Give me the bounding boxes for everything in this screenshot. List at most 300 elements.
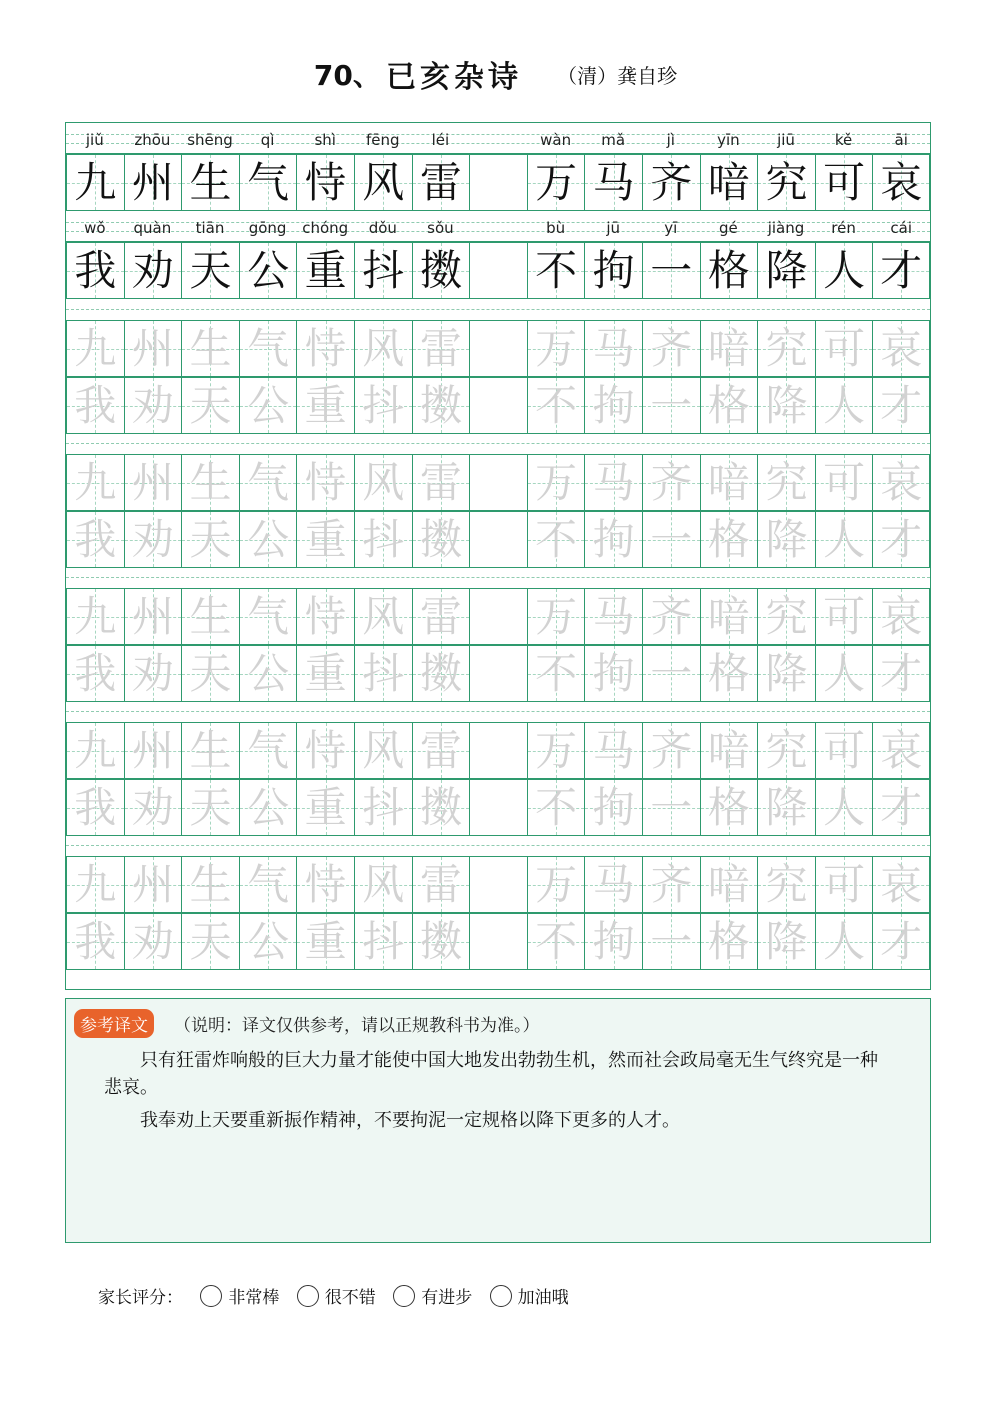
char-cell[interactable] (700, 454, 758, 511)
model-char: 风 (362, 158, 405, 207)
char-cell[interactable] (124, 588, 182, 645)
char-cell[interactable] (66, 242, 124, 299)
trace-char: 九 (74, 324, 117, 373)
row-gap (66, 836, 930, 856)
char-cell[interactable] (527, 588, 585, 645)
trace-char: 马 (592, 860, 635, 909)
translation-badge: 参考译文 (74, 1009, 154, 1038)
char-cell[interactable] (412, 454, 470, 511)
pinyin-label: gé (719, 219, 738, 237)
char-cell[interactable] (412, 913, 470, 970)
trace-char: 究 (765, 592, 808, 641)
rating-option-3-circle[interactable] (393, 1285, 415, 1307)
char-cell[interactable] (584, 320, 642, 377)
char-cell[interactable] (469, 377, 527, 434)
char-cell[interactable] (66, 377, 124, 434)
model-char: 不 (535, 246, 578, 295)
char-cell[interactable] (296, 377, 354, 434)
char-cell[interactable] (66, 320, 124, 377)
char-cell[interactable] (815, 454, 873, 511)
trace-char: 人 (823, 783, 866, 832)
char-cell[interactable] (239, 454, 297, 511)
char-cell[interactable] (239, 645, 297, 702)
char-cell[interactable] (239, 511, 297, 568)
pinyin-label: dǒu (368, 219, 397, 237)
char-cell[interactable] (642, 320, 700, 377)
model-char: 抖 (362, 246, 405, 295)
trace-char: 九 (74, 592, 117, 641)
trace-char: 齐 (650, 458, 693, 507)
model-char: 气 (247, 158, 290, 207)
trace-char: 生 (189, 726, 232, 775)
trace-char: 气 (247, 726, 290, 775)
trace-char: 格 (707, 783, 750, 832)
char-cell[interactable] (815, 856, 873, 913)
char-cell[interactable] (527, 454, 585, 511)
char-cell[interactable] (66, 856, 124, 913)
char-cell[interactable] (642, 154, 700, 211)
char-cell[interactable] (757, 588, 815, 645)
char-cell[interactable] (296, 779, 354, 836)
char-cell[interactable] (642, 588, 700, 645)
trace-char: 才 (880, 783, 923, 832)
char-cell[interactable] (700, 377, 758, 434)
char-cell[interactable] (469, 154, 527, 211)
pinyin-label: fēng (366, 131, 400, 149)
trace-char: 可 (823, 860, 866, 909)
char-cell[interactable] (181, 320, 239, 377)
char-cell[interactable] (181, 645, 239, 702)
char-cell[interactable] (296, 242, 354, 299)
char-cell[interactable] (584, 154, 642, 211)
char-cell[interactable] (642, 454, 700, 511)
char-cell[interactable] (872, 722, 930, 779)
model-char: 可 (823, 158, 866, 207)
trace-char: 州 (131, 592, 174, 641)
trace-char: 雷 (419, 726, 462, 775)
pinyin-label: jì (666, 131, 675, 149)
char-cell[interactable] (757, 779, 815, 836)
trace-char: 州 (131, 324, 174, 373)
trace-row (66, 722, 930, 779)
char-cell[interactable] (700, 856, 758, 913)
trace-char: 雷 (419, 592, 462, 641)
char-cell[interactable] (181, 779, 239, 836)
trace-char: 一 (650, 649, 693, 698)
char-cell[interactable] (239, 154, 297, 211)
char-cell[interactable] (66, 913, 124, 970)
model-char: 劝 (131, 246, 174, 295)
char-cell[interactable] (757, 454, 815, 511)
trace-char: 擞 (419, 515, 462, 564)
char-cell[interactable] (700, 722, 758, 779)
char-cell[interactable] (412, 722, 470, 779)
char-cell[interactable] (239, 242, 297, 299)
char-cell[interactable] (757, 377, 815, 434)
char-cell[interactable] (239, 588, 297, 645)
rating-option-2-circle[interactable] (297, 1285, 319, 1307)
char-cell[interactable] (815, 645, 873, 702)
char-cell[interactable] (354, 454, 412, 511)
pinyin-label: jiū (777, 131, 795, 149)
char-cell[interactable] (181, 511, 239, 568)
char-cell[interactable] (354, 588, 412, 645)
char-cell[interactable] (757, 154, 815, 211)
char-cell[interactable] (296, 645, 354, 702)
trace-row (66, 779, 930, 836)
char-cell[interactable] (584, 856, 642, 913)
trace-char: 天 (189, 783, 232, 832)
char-cell[interactable] (296, 154, 354, 211)
trace-char: 格 (707, 515, 750, 564)
char-cell[interactable] (527, 320, 585, 377)
char-cell[interactable] (296, 320, 354, 377)
char-cell[interactable] (527, 645, 585, 702)
char-cell[interactable] (872, 454, 930, 511)
char-cell[interactable] (124, 377, 182, 434)
char-cell[interactable] (296, 511, 354, 568)
char-cell[interactable] (354, 154, 412, 211)
pinyin-label: tiān (195, 219, 225, 237)
char-cell[interactable] (700, 779, 758, 836)
trace-char: 哀 (880, 324, 923, 373)
char-cell[interactable] (872, 588, 930, 645)
char-cell[interactable] (584, 588, 642, 645)
trace-char: 雷 (419, 860, 462, 909)
pinyin-label: quàn (133, 219, 172, 237)
trace-char: 拘 (592, 649, 635, 698)
char-cell[interactable] (124, 454, 182, 511)
char-cell[interactable] (700, 645, 758, 702)
trace-row (66, 454, 930, 511)
char-cell[interactable] (584, 913, 642, 970)
model-char: 恃 (304, 158, 347, 207)
pinyin-label: shēng (187, 131, 233, 149)
char-cell[interactable] (354, 779, 412, 836)
trace-char: 公 (247, 649, 290, 698)
char-cell[interactable] (815, 722, 873, 779)
char-cell[interactable] (872, 377, 930, 434)
char-cell[interactable] (469, 779, 527, 836)
trace-char: 喑 (707, 860, 750, 909)
char-cell[interactable] (872, 242, 930, 299)
trace-char: 雷 (419, 324, 462, 373)
trace-row (66, 588, 930, 645)
char-cell[interactable] (354, 856, 412, 913)
trace-char: 抖 (362, 917, 405, 966)
char-cell[interactable] (642, 722, 700, 779)
char-cell[interactable] (124, 645, 182, 702)
char-cell[interactable] (872, 320, 930, 377)
char-cell[interactable] (412, 377, 470, 434)
char-cell[interactable] (584, 779, 642, 836)
trace-row (66, 913, 930, 970)
char-cell[interactable] (124, 722, 182, 779)
trace-char: 重 (304, 783, 347, 832)
char-cell[interactable] (66, 722, 124, 779)
trace-char: 才 (880, 515, 923, 564)
char-cell[interactable] (700, 242, 758, 299)
trace-char: 格 (707, 649, 750, 698)
char-cell[interactable] (124, 242, 182, 299)
char-cell[interactable] (412, 511, 470, 568)
char-cell[interactable] (584, 722, 642, 779)
char-cell[interactable] (354, 242, 412, 299)
row-gap (66, 434, 930, 454)
char-cell[interactable] (642, 779, 700, 836)
pinyin-label: jū (606, 219, 621, 237)
trace-char: 劝 (131, 917, 174, 966)
char-cell[interactable] (815, 913, 873, 970)
trace-char: 抖 (362, 649, 405, 698)
char-cell[interactable] (181, 154, 239, 211)
trace-char: 一 (650, 515, 693, 564)
char-cell[interactable] (354, 645, 412, 702)
char-cell[interactable] (469, 320, 527, 377)
char-cell[interactable] (354, 913, 412, 970)
trace-char: 恃 (304, 860, 347, 909)
char-cell[interactable] (757, 913, 815, 970)
trace-char: 一 (650, 381, 693, 430)
trace-row (66, 320, 930, 377)
char-cell[interactable] (239, 913, 297, 970)
char-cell[interactable] (66, 154, 124, 211)
char-cell[interactable] (642, 645, 700, 702)
char-cell[interactable] (815, 511, 873, 568)
char-cell[interactable] (815, 377, 873, 434)
char-cell[interactable] (239, 722, 297, 779)
trace-char: 万 (535, 324, 578, 373)
trace-char: 天 (189, 515, 232, 564)
char-cell[interactable] (412, 645, 470, 702)
trace-char: 抖 (362, 783, 405, 832)
char-cell[interactable] (469, 722, 527, 779)
trace-char: 格 (707, 917, 750, 966)
char-cell[interactable] (815, 588, 873, 645)
char-cell[interactable] (815, 154, 873, 211)
trace-char: 马 (592, 458, 635, 507)
trace-char: 马 (592, 726, 635, 775)
char-cell[interactable] (642, 377, 700, 434)
trace-char: 哀 (880, 726, 923, 775)
char-cell[interactable] (527, 779, 585, 836)
translation-paragraph-1: 只有狂雷炸响般的巨大力量才能使中国大地发出勃勃生机，然而社会政局毫无生气终究是一种悲哀。 (104, 1050, 878, 1098)
model-char: 天 (189, 246, 232, 295)
char-cell[interactable] (527, 856, 585, 913)
char-cell[interactable] (642, 242, 700, 299)
char-cell[interactable] (815, 242, 873, 299)
rating-option-4-circle[interactable] (490, 1285, 512, 1307)
translation-paragraph-2: 我奉劝上天要重新振作精神，不要拘泥一定规格以降下更多的人才。 (140, 1110, 680, 1131)
char-cell[interactable] (757, 722, 815, 779)
char-cell[interactable] (124, 779, 182, 836)
poem-title: 已亥杂诗 (385, 60, 522, 95)
trace-char: 不 (535, 515, 578, 564)
char-cell[interactable] (124, 856, 182, 913)
char-cell[interactable] (354, 377, 412, 434)
trace-char: 恃 (304, 458, 347, 507)
trace-char: 哀 (880, 592, 923, 641)
char-cell[interactable] (469, 856, 527, 913)
char-cell[interactable] (412, 856, 470, 913)
char-cell[interactable] (527, 722, 585, 779)
char-cell[interactable] (527, 154, 585, 211)
trace-char: 不 (535, 783, 578, 832)
trace-char: 万 (535, 458, 578, 507)
char-cell[interactable] (584, 242, 642, 299)
char-cell[interactable] (815, 779, 873, 836)
model-char: 万 (535, 158, 578, 207)
char-cell[interactable] (642, 856, 700, 913)
char-cell[interactable] (642, 511, 700, 568)
char-cell[interactable] (642, 913, 700, 970)
char-cell[interactable] (124, 154, 182, 211)
char-cell[interactable] (296, 454, 354, 511)
model-char: 擞 (419, 246, 462, 295)
trace-char: 喑 (707, 324, 750, 373)
char-cell[interactable] (469, 242, 527, 299)
char-cell[interactable] (181, 377, 239, 434)
trace-char: 哀 (880, 458, 923, 507)
char-cell[interactable] (296, 588, 354, 645)
char-cell[interactable] (296, 722, 354, 779)
char-cell[interactable] (239, 377, 297, 434)
char-cell[interactable] (66, 645, 124, 702)
char-cell[interactable] (757, 645, 815, 702)
char-cell[interactable] (181, 588, 239, 645)
char-cell[interactable] (872, 913, 930, 970)
char-cell[interactable] (124, 511, 182, 568)
char-cell[interactable] (354, 511, 412, 568)
trace-char: 风 (362, 324, 405, 373)
char-cell[interactable] (66, 511, 124, 568)
char-cell[interactable] (584, 511, 642, 568)
trace-row (66, 645, 930, 702)
char-cell[interactable] (872, 154, 930, 211)
char-cell[interactable] (527, 242, 585, 299)
char-cell[interactable] (700, 511, 758, 568)
trace-char: 雷 (419, 458, 462, 507)
char-cell[interactable] (872, 511, 930, 568)
trace-char: 生 (189, 860, 232, 909)
trace-char: 我 (74, 649, 117, 698)
trace-char: 万 (535, 860, 578, 909)
char-cell[interactable] (354, 722, 412, 779)
pinyin-label: āi (894, 131, 908, 149)
pinyin-label: kě (834, 131, 853, 149)
trace-char: 万 (535, 726, 578, 775)
char-cell[interactable] (872, 779, 930, 836)
trace-char: 擞 (419, 381, 462, 430)
char-cell[interactable] (700, 588, 758, 645)
char-cell[interactable] (815, 320, 873, 377)
char-cell[interactable] (757, 511, 815, 568)
char-cell[interactable] (757, 320, 815, 377)
char-cell[interactable] (412, 588, 470, 645)
pinyin-label: shì (314, 131, 336, 149)
trace-char: 劝 (131, 783, 174, 832)
trace-char: 重 (304, 649, 347, 698)
trace-char: 可 (823, 592, 866, 641)
char-cell[interactable] (181, 856, 239, 913)
char-cell[interactable] (412, 154, 470, 211)
char-cell[interactable] (66, 779, 124, 836)
rating-label: 家长评分： (98, 1288, 183, 1308)
trace-char: 降 (765, 649, 808, 698)
char-cell[interactable] (124, 913, 182, 970)
char-cell[interactable] (181, 722, 239, 779)
trace-char: 齐 (650, 726, 693, 775)
char-cell[interactable] (469, 511, 527, 568)
char-cell[interactable] (584, 377, 642, 434)
trace-char: 我 (74, 515, 117, 564)
char-cell[interactable] (239, 320, 297, 377)
char-cell[interactable] (354, 320, 412, 377)
trace-char: 劝 (131, 515, 174, 564)
model-char: 降 (765, 246, 808, 295)
model-char: 齐 (650, 158, 693, 207)
char-cell[interactable] (469, 645, 527, 702)
char-cell[interactable] (469, 588, 527, 645)
char-cell[interactable] (181, 913, 239, 970)
char-cell[interactable] (66, 588, 124, 645)
trace-char: 人 (823, 381, 866, 430)
row-gap (66, 568, 930, 588)
trace-char: 抖 (362, 515, 405, 564)
rating-option-4-label: 加油哦 (517, 1288, 569, 1308)
char-cell[interactable] (757, 242, 815, 299)
char-cell[interactable] (412, 779, 470, 836)
char-cell[interactable] (700, 320, 758, 377)
char-cell[interactable] (469, 454, 527, 511)
char-row (66, 242, 930, 299)
pinyin-label (469, 125, 527, 153)
char-cell[interactable] (239, 779, 297, 836)
char-cell[interactable] (584, 645, 642, 702)
model-char: 雷 (419, 158, 462, 207)
char-cell[interactable] (412, 242, 470, 299)
trace-char: 公 (247, 783, 290, 832)
char-cell[interactable] (181, 242, 239, 299)
char-cell[interactable] (66, 454, 124, 511)
rating-option-1-circle[interactable] (200, 1285, 222, 1307)
trace-char: 擞 (419, 917, 462, 966)
char-cell[interactable] (757, 856, 815, 913)
writing-grid (65, 122, 931, 990)
char-cell[interactable] (700, 913, 758, 970)
pinyin-label: yīn (717, 131, 740, 149)
char-cell[interactable] (527, 377, 585, 434)
char-cell[interactable] (239, 856, 297, 913)
char-cell[interactable] (124, 320, 182, 377)
char-cell[interactable] (700, 154, 758, 211)
trace-char: 生 (189, 324, 232, 373)
char-cell[interactable] (469, 913, 527, 970)
char-cell[interactable] (296, 856, 354, 913)
char-cell[interactable] (584, 454, 642, 511)
char-cell[interactable] (181, 454, 239, 511)
char-cell[interactable] (872, 856, 930, 913)
char-cell[interactable] (527, 511, 585, 568)
char-cell[interactable] (412, 320, 470, 377)
char-cell[interactable] (872, 645, 930, 702)
char-cell[interactable] (527, 913, 585, 970)
char-cell[interactable] (296, 913, 354, 970)
trace-char: 马 (592, 592, 635, 641)
trace-char: 擞 (419, 649, 462, 698)
trace-char: 才 (880, 381, 923, 430)
trace-char: 齐 (650, 860, 693, 909)
